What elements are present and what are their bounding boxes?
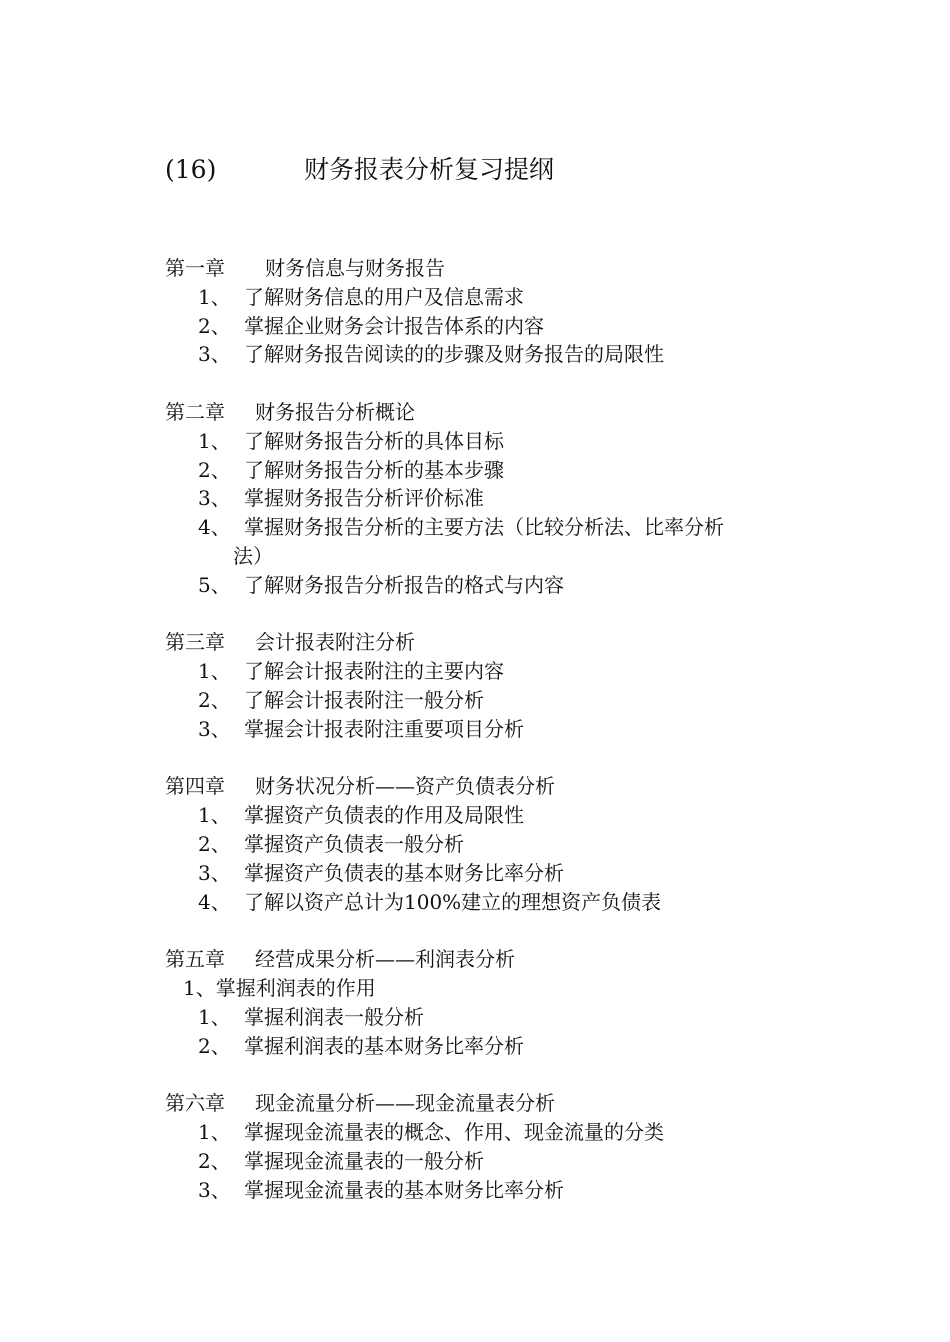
list-item-text: 了解以资产总计为100%建立的理想资产负债表 xyxy=(244,889,662,914)
chapter-2 xyxy=(165,398,805,600)
list-item-text: 了解财务报告分析的基本步骤 xyxy=(244,457,504,482)
list-item-text: 掌握财务报告分析的主要方法（比较分析法、比率分析 xyxy=(244,515,724,540)
list-item xyxy=(165,974,805,1003)
list-item-text: 掌握财务报告分析评价标准 xyxy=(244,486,484,511)
list-item xyxy=(165,859,805,888)
list-item-number: 1、 xyxy=(198,428,231,453)
list-item xyxy=(165,1118,805,1147)
list-item xyxy=(165,340,805,369)
list-item-text: 了解财务报告分析的具体目标 xyxy=(244,428,504,453)
list-item-text: 掌握现金流量表的基本财务比率分析 xyxy=(244,1177,564,1202)
list-item xyxy=(165,1176,805,1205)
chapter-name: 会计报表附注分析 xyxy=(255,630,415,655)
list-item-number: 2、 xyxy=(198,1148,231,1173)
list-item xyxy=(165,1032,805,1061)
list-item xyxy=(165,1147,805,1176)
list-item-text-continued: 法） xyxy=(233,543,273,568)
list-item xyxy=(165,715,805,744)
chapter-heading xyxy=(165,398,805,427)
document-title-text: 财务报表分析复习提纲 xyxy=(304,155,555,184)
chapter-number: 第五章 xyxy=(165,947,225,972)
chapter-number: 第三章 xyxy=(165,630,225,655)
chapter-name: 现金流量分析——现金流量表分析 xyxy=(255,1091,555,1116)
document-title-number: (16) xyxy=(165,155,217,184)
list-item-text: 掌握现金流量表的一般分析 xyxy=(244,1148,484,1173)
list-item-text: 掌握资产负债表一般分析 xyxy=(244,831,464,856)
list-item-number: 2、 xyxy=(198,457,231,482)
list-item xyxy=(165,456,805,485)
list-item xyxy=(165,657,805,686)
chapter-6 xyxy=(165,1089,805,1204)
list-item-text: 掌握现金流量表的概念、作用、现金流量的分类 xyxy=(244,1119,664,1144)
list-item xyxy=(165,830,805,859)
list-item xyxy=(165,571,805,600)
list-item-text: 了解会计报表附注的主要内容 xyxy=(244,659,504,684)
list-item-text: 了解财务信息的用户及信息需求 xyxy=(244,284,524,309)
list-item-text: 了解会计报表附注一般分析 xyxy=(244,687,484,712)
list-item-number: 2、 xyxy=(198,313,231,338)
chapter-number: 第六章 xyxy=(165,1091,225,1116)
list-item-number: 3、 xyxy=(198,860,231,885)
list-item-number: 3、 xyxy=(198,716,231,741)
list-item xyxy=(165,513,805,571)
chapter-number: 第二章 xyxy=(165,399,225,424)
list-item-number: 1、 xyxy=(198,284,231,309)
chapter-number: 第四章 xyxy=(165,774,225,799)
list-item-number: 1、 xyxy=(198,659,231,684)
list-item xyxy=(165,283,805,312)
list-item-text: 掌握利润表的基本财务比率分析 xyxy=(244,1033,524,1058)
list-item xyxy=(165,1003,805,1032)
list-item-text: 掌握会计报表附注重要项目分析 xyxy=(244,716,524,741)
chapter-heading xyxy=(165,945,805,974)
chapter-heading xyxy=(165,1089,805,1118)
list-item xyxy=(165,686,805,715)
list-item-text: 掌握利润表一般分析 xyxy=(244,1004,424,1029)
list-item-text: 掌握资产负债表的作用及局限性 xyxy=(244,803,524,828)
list-item-number: 3、 xyxy=(198,1177,231,1202)
list-item-number: 4、 xyxy=(198,515,231,540)
list-item-number: 1、 xyxy=(198,1119,231,1144)
list-item-number: 5、 xyxy=(198,572,231,597)
chapter-name: 财务信息与财务报告 xyxy=(265,256,445,280)
list-item-number: 2、 xyxy=(198,687,231,712)
list-item-number: 2、 xyxy=(198,1033,231,1058)
chapter-5 xyxy=(165,945,805,1060)
chapter-3 xyxy=(165,628,805,743)
list-item xyxy=(165,427,805,456)
chapter-heading xyxy=(165,254,805,283)
chapter-name: 财务报告分析概论 xyxy=(255,399,415,424)
list-item-text: 掌握企业财务会计报告体系的内容 xyxy=(244,313,544,338)
chapter-heading xyxy=(165,772,805,801)
chapter-number: 第一章 xyxy=(165,256,225,280)
list-item xyxy=(165,801,805,830)
list-item-number: 1、 xyxy=(198,1004,231,1029)
list-item xyxy=(165,312,805,341)
list-item-number: 4、 xyxy=(198,889,231,914)
list-item-text: 了解财务报告阅读的的步骤及财务报告的局限性 xyxy=(244,342,664,367)
outline-content xyxy=(165,254,805,1233)
list-item-number: 3、 xyxy=(198,486,231,511)
chapter-heading xyxy=(165,628,805,657)
chapter-4 xyxy=(165,772,805,916)
chapter-name: 财务状况分析——资产负债表分析 xyxy=(255,774,555,799)
list-item-number: 2、 xyxy=(198,831,231,856)
list-item-text: 掌握资产负债表的基本财务比率分析 xyxy=(244,860,564,885)
list-item-text: 1、掌握利润表的作用 xyxy=(183,975,376,1000)
list-item-number: 1、 xyxy=(198,803,231,828)
list-item-number: 3、 xyxy=(198,342,231,367)
list-item xyxy=(165,888,805,917)
chapter-1 xyxy=(165,254,805,369)
list-item xyxy=(165,484,805,513)
document-title xyxy=(165,150,554,190)
list-item-text: 了解财务报告分析报告的格式与内容 xyxy=(244,572,564,597)
chapter-name: 经营成果分析——利润表分析 xyxy=(255,947,515,972)
